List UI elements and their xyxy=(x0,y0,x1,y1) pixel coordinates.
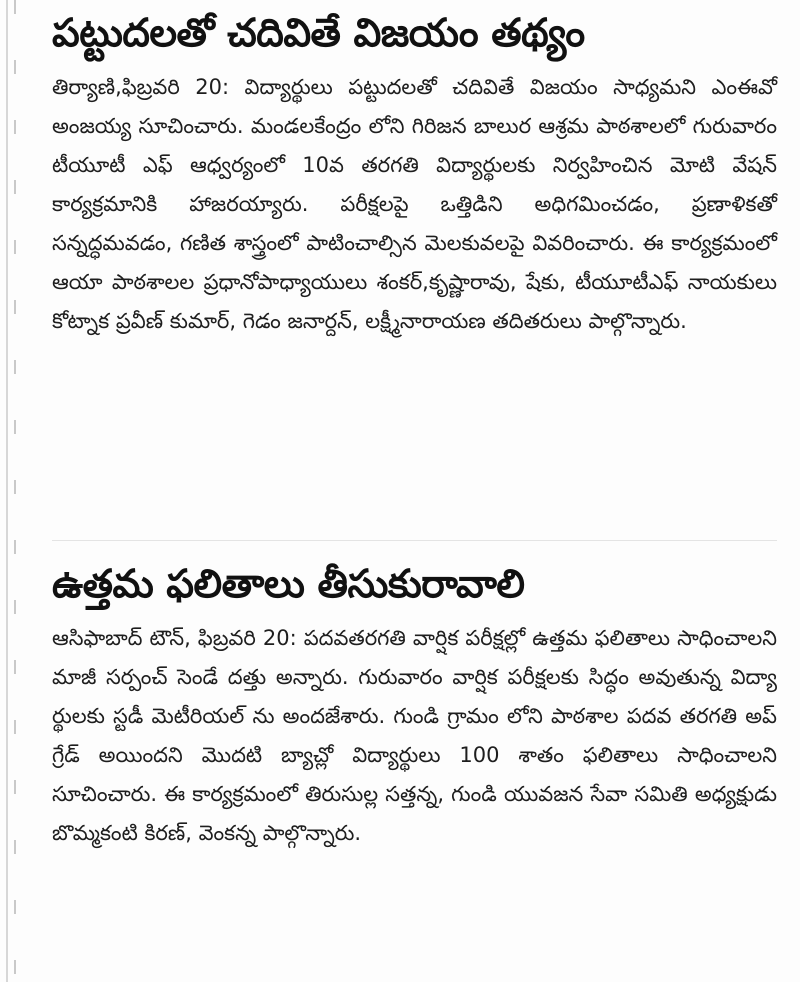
article-body: తిర్యాణి,ఫిబ్రవరి 20: విద్యార్థులు పట్టుదలతో చదివితే విజయం సాధ్యమని ఎంఈవో అంజయ్య సూచించారు. మండలకేంద్రం లోని గిరిజన బాలుర ఆశ్రమ పాఠశాలలో గురువారం టీయూటీ ఎఫ్ ఆధ్వర్యంలో 10వ తరగతి విద్యార్థులకు నిర్వహించిన మోటి వేషన్ కార్యక్రమానికి హాజరయ్యారు. పరీక్షలపై ఒత్తిడిని అధిగమించడం, ప్రణాళికతో సన్నద్ధమవడం, గణిత శాస్త్రంలో పాటించాల్సిన మెలకువలపై వివరించారు. ఈ కార్యక్రమంలో ఆయా పాఠశాలల ప్రధానోపాధ్యాయులు శంకర్,కృష్ణారావు, షేకు, టీయూటీఎఫ్ నాయకులు కోట్నాక ప్రవీణ్ కుమార్, గెడం జనార్దన్, లక్ష్మీనారాయణ తదితరులు పాల్గొన్నారు. xyxy=(52,75,777,333)
article-headline: ఉత్తమ ఫలితాలు తీసుకురావాలి xyxy=(52,562,525,607)
article-body: ఆసిఫాబాద్ టౌన్, ఫిబ్రవరి 20: పదవతరగతి వార్షిక పరీక్షల్లో ఉత్తమ ఫలితాలు సాధించాలని మాజీ సర్పంచ్ సెండే దత్తు అన్నారు. గురువారం వార్షిక పరీక్షలకు సిద్ధం అవుతున్న విద్యా ర్థులకు స్టడీ మెటీరియల్ ను అందజేశారు. గుండి గ్రామం లోని పాఠశాల పదవ తరగతి అప్ గ్రేడ్ అయిందని మొదటి బ్యాచ్లో విద్యార్థులు 100 శాతం ఫలితాలు సాధించాలని సూచించారు. ఈ కార్యక్రమంలో తిరుసుల్ల సత్తన్న, గుండి యువజన సేవా సమితి అధ్యక్షుడు బొమ్మకంటి కిరణ్, వెంకన్న పాల్గొన్నారు. xyxy=(52,626,777,845)
article-headline: పట్టుదలతో చదివితే విజయం తథ్యం xyxy=(52,11,585,56)
column-rule xyxy=(6,0,8,982)
article-study-with-determination xyxy=(52,4,777,341)
article-bring-best-results xyxy=(52,555,777,853)
adjacent-column-edge xyxy=(14,0,16,982)
article-divider xyxy=(52,540,777,541)
